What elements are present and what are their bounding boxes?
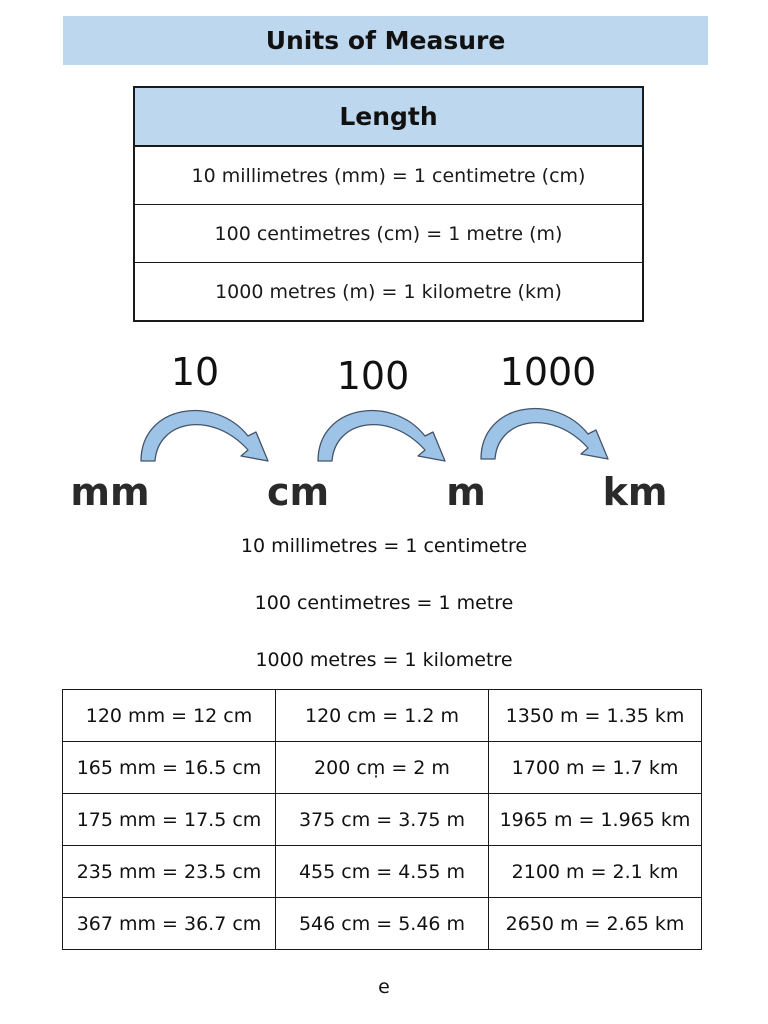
arrow-mm-to-cm-icon [141,411,268,461]
statement-m-km: 1000 metres = 1 kilometre [255,649,513,671]
factor-label-1000: 1000 [499,350,597,394]
table-cell: 2100 m = 2.1 km [489,846,702,898]
factor-label-10: 10 [170,350,220,394]
unit-label-m: m [446,470,486,514]
table-row [63,846,702,898]
unit-label-mm: mm [70,470,150,514]
length-table-row: 1000 metres (m) = 1 kilometre (km) [215,280,562,303]
length-table-row: 100 centimetres (cm) = 1 metre (m) [135,205,642,263]
statement-mm-cm: 10 millimetres = 1 centimetre [240,535,528,557]
statement-cm-m: 100 centimetres = 1 metre [254,592,514,614]
table-cell: 120 cm = 1.2 m [276,690,489,742]
arrow-m-to-km-icon [481,409,608,459]
table-row [63,690,702,742]
table-cell: 165 mm = 16.5 cm [63,742,276,794]
table-cell: 375 cm = 3.75 m [276,794,489,846]
table-cell: 120 mm = 12 cm [63,690,276,742]
table-row [63,794,702,846]
unit-label-km: km [602,470,668,514]
length-table-row: 10 millimetres (mm) = 1 centimetre (cm) [135,147,642,205]
factor-label-100: 100 [336,354,410,398]
table-cell: 175 mm = 17.5 cm [63,794,276,846]
table-cell: 200 cṃ = 2 m [276,742,489,794]
table-cell: 367 mm = 36.7 cm [63,898,276,950]
page-footer-mark: e [378,976,390,998]
conversion-table [62,689,702,950]
table-row [63,898,702,950]
table-cell: 1700 m = 1.7 km [489,742,702,794]
table-cell: 1350 m = 1.35 km [489,690,702,742]
arrow-cm-to-m-icon [318,411,445,461]
unit-label-cm: cm [266,470,330,514]
length-table-header: Length [135,88,642,147]
table-cell: 546 cm = 5.46 m [276,898,489,950]
page-title: Units of Measure [63,16,708,65]
table-cell: 1965 m = 1.965 km [489,794,702,846]
table-cell: 235 mm = 23.5 cm [63,846,276,898]
table-row [63,742,702,794]
table-cell: 455 cm = 4.55 m [276,846,489,898]
table-cell: 2650 m = 2.65 km [489,898,702,950]
